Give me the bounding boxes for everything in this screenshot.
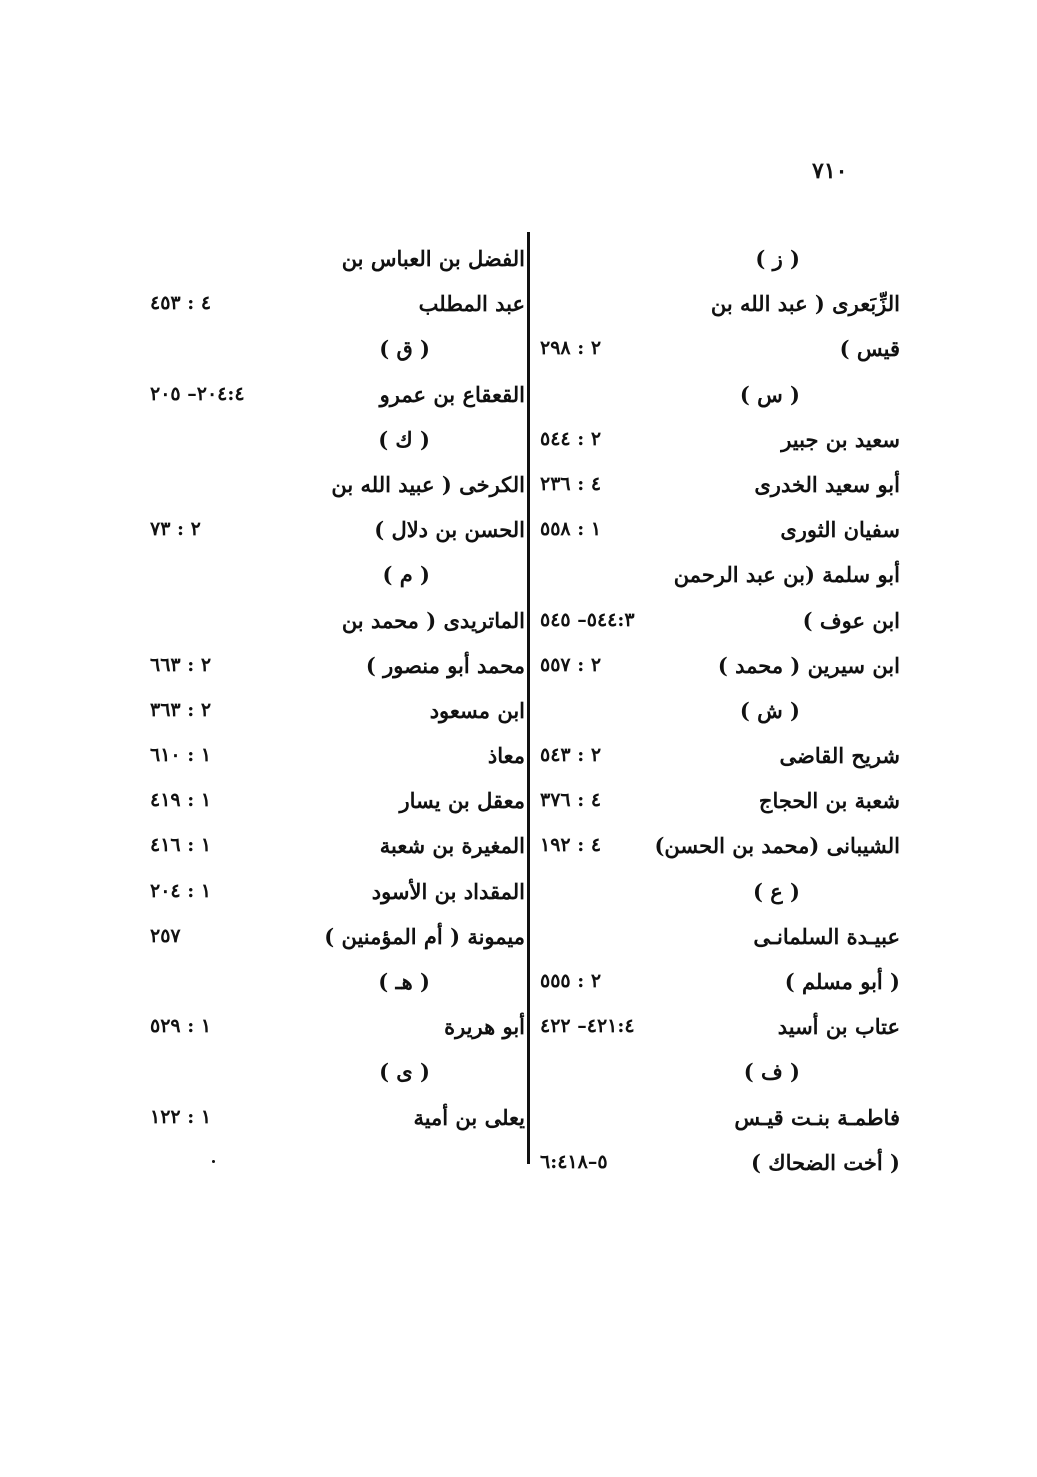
section-letter: ( هـ ) [378, 969, 430, 994]
entry-reference: ٤ : ٣٧٦ [540, 789, 602, 812]
index-entry [150, 236, 525, 281]
section-letter: ( ش ) [739, 697, 800, 723]
entry-name: سعيد بن جبير [781, 426, 900, 452]
entry-name: ميمونة ( أم المؤمنين ) [324, 923, 525, 949]
entry-name: شريح القاضى [779, 743, 900, 769]
entry-reference: ١ : ٦١٠ [150, 744, 212, 767]
index-entry [150, 869, 525, 914]
entry-reference: ٤ : ١٩٢ [540, 834, 602, 857]
index-entry [540, 417, 900, 462]
section-letter-heading [150, 552, 525, 597]
entry-reference: ٢ : ٥٤٤ [540, 427, 602, 450]
section-letter-heading [540, 236, 900, 281]
entry-name: المقداد بن الأسود [371, 878, 525, 904]
section-letter: ( ع ) [752, 878, 800, 904]
entry-reference: ٢ : ٣٦٣ [150, 698, 212, 721]
entry-reference: ٢ : ٦٦٣ [150, 653, 212, 676]
section-letter-heading [150, 417, 525, 462]
entry-name: عبد المطلب [418, 291, 525, 317]
index-column-left [150, 236, 525, 1140]
entry-name: الحسن بن دلال ) [374, 517, 525, 543]
entry-reference: ١ : ٤١٦ [150, 834, 212, 857]
entry-reference: ٥–٦:٤١٨ [540, 1150, 608, 1173]
index-entry [540, 959, 900, 1004]
section-letter-heading [150, 1049, 525, 1094]
entry-reference: ٤ : ٢٣٦ [540, 472, 602, 495]
entry-name: الماتريدى ( محمد بن [341, 607, 525, 633]
entry-reference: ١ : ٥٥٨ [540, 518, 602, 541]
index-entry [150, 1004, 525, 1049]
index-entry [540, 326, 900, 371]
entry-name: أبو سلمة (بن عبد الرحمن [673, 562, 900, 588]
entry-reference: ٤ : ٤٥٣ [150, 292, 212, 315]
entry-name: شعبة بن الحجاج [758, 788, 900, 814]
section-letter-heading [150, 959, 525, 1004]
index-entry [540, 598, 900, 643]
index-entry [540, 462, 900, 507]
entry-name: الزِّبَعرى ( عبد الله بن [710, 291, 900, 317]
index-entry [540, 778, 900, 823]
index-entry [150, 688, 525, 733]
entry-name: القعقاع بن عمرو [379, 381, 525, 407]
entry-name: ابن سيرين ( محمد ) [717, 652, 900, 678]
entry-reference: ٢ : ٥٤٣ [540, 744, 602, 767]
entry-reference: ٢ : ٢٩٨ [540, 337, 602, 360]
section-letter-heading [540, 688, 900, 733]
entry-name: يعلى بن أمية [413, 1104, 525, 1130]
entry-reference: ٢ : ٥٥٥ [540, 970, 602, 992]
entry-name: قيس ) [839, 336, 900, 362]
index-entry [150, 372, 525, 417]
section-letter-heading [540, 869, 900, 914]
index-column-right [540, 236, 900, 1185]
section-letter: ( م ) [382, 562, 430, 588]
entry-reference: ٥٤٤:٣– ٥٤٥ [540, 608, 635, 631]
section-letter: ( ى ) [379, 1059, 430, 1085]
entry-name: محمد أبو منصور ) [365, 652, 525, 678]
entry-name: ( أبو مسلم ) [784, 969, 900, 994]
entry-reference: ٢٠٤:٤– ٢٠٥ [150, 382, 245, 405]
section-letter-heading [150, 326, 525, 371]
page-mark [212, 1160, 215, 1163]
index-entry [150, 507, 525, 552]
index-entry [150, 1095, 525, 1140]
entry-name: أبو هريرة [444, 1014, 525, 1040]
entry-name: الكرخى ( عبيد الله بن [331, 471, 525, 497]
section-letter: ( ق ) [379, 336, 430, 362]
index-entry [540, 914, 900, 959]
index-entry [540, 823, 900, 868]
index-entry [540, 552, 900, 597]
page-number: ٧١٠ [812, 158, 848, 184]
section-letter: ( ف ) [743, 1059, 800, 1085]
entry-reference: ٤٢١:٤– ٤٢٢ [540, 1015, 635, 1038]
index-entry [540, 1095, 900, 1140]
index-entry [150, 598, 525, 643]
entry-reference: ٢ : ٥٥٧ [540, 653, 602, 676]
section-letter-heading [540, 372, 900, 417]
entry-name: معاذ [487, 743, 525, 769]
entry-reference: ٢ : ٧٣ [150, 518, 201, 541]
column-divider [527, 232, 530, 1164]
entry-name: ابن عوف ) [802, 607, 900, 633]
entry-name: الشيبانى (محمد بن الحسن) [654, 833, 900, 859]
entry-name: أبو سعيد الخدرى [754, 471, 900, 497]
section-letter-heading [540, 1049, 900, 1094]
section-letter: ( ك ) [378, 426, 430, 452]
entry-name: معقل بن يسار [399, 788, 525, 814]
index-entry [540, 507, 900, 552]
entry-name: المغيرة بن شعبة [379, 833, 525, 859]
index-entry [150, 462, 525, 507]
index-entry [150, 733, 525, 778]
index-entry [540, 281, 900, 326]
index-entry [540, 1140, 900, 1185]
index-entry [150, 281, 525, 326]
index-entry [150, 914, 525, 959]
index-entry [540, 643, 900, 688]
entry-name: ( أخت الضحاك ) [751, 1149, 900, 1175]
entry-name: فاطمـة بنـت قيـس [734, 1104, 900, 1130]
entry-name: ابن مسعود [429, 697, 525, 723]
entry-reference: ١ : ١٢٢ [150, 1105, 212, 1128]
entry-reference: ١ : ٢٠٤ [150, 879, 212, 902]
entry-name: عبيـدة السلمانـى [753, 923, 900, 949]
index-entry [540, 733, 900, 778]
index-entry [540, 1004, 900, 1049]
index-entry [150, 778, 525, 823]
entry-reference: ٢٥٧ [150, 924, 181, 947]
index-entry [150, 823, 525, 868]
section-letter: ( س ) [739, 381, 800, 407]
entry-name: عتاب بن أسيد [777, 1014, 900, 1040]
entry-reference: ١ : ٥٢٩ [150, 1015, 212, 1038]
section-letter: ( ز ) [755, 246, 800, 271]
entry-name: الفضل بن العباس بن [341, 246, 525, 271]
index-entry [150, 643, 525, 688]
entry-name: سفيان الثورى [780, 517, 900, 543]
entry-reference: ١ : ٤١٩ [150, 789, 212, 812]
